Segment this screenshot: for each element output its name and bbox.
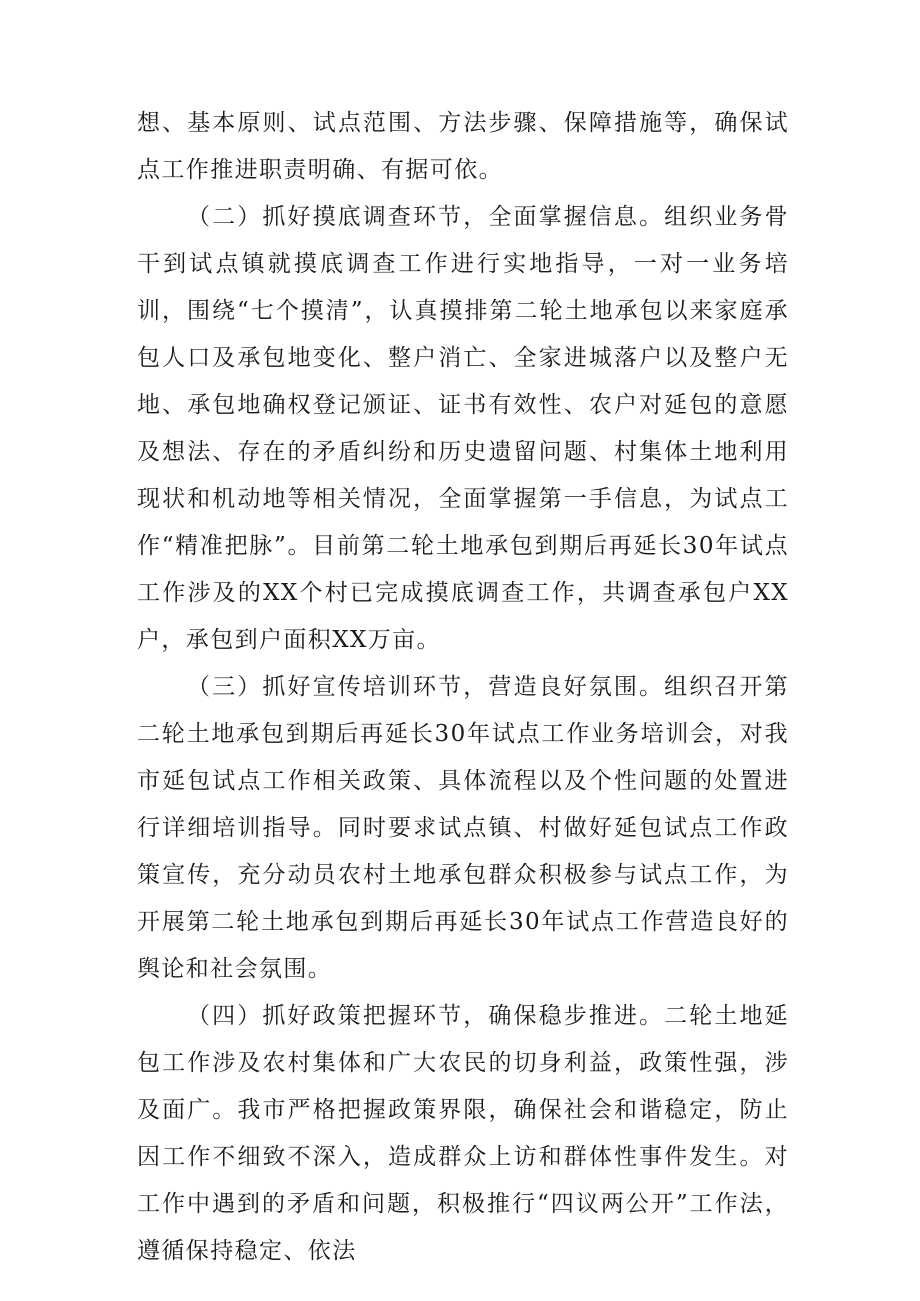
document-body	[137, 100, 789, 1275]
paragraph-survey: （二）抓好摸底调查环节，全面掌握信息。组织业务骨干到试点镇就摸底调查工作进行实地指导，一对一业务培训，围绕“七个摸清”，认真摸排第二轮土地承包以来家庭承包人口及承包地变化、整户消亡、全家进城落户以及整户无地、承包地确权登记颁证、证书有效性、农户对延包的意愿及想法、存在的矛盾纠纷和历史遗留问题、村集体土地利用现状和机动地等相关情况，全面掌握第一手信息，为试点工作“精准把脉”。目前第二轮土地承包到期后再延长30年试点工作涉及的XX个村已完成摸底调查工作，共调查承包户XX户，承包到户面积XX万亩。	[137, 204, 789, 653]
paragraph-policy: （四）抓好政策把握环节，确保稳步推进。二轮土地延包工作涉及农村集体和广大农民的切身利益，政策性强，涉及面广。我市严格把握政策界限，确保社会和谐稳定，防止因工作不细致不深入，造成群众上访和群体性事件发生。对工作中遇到的矛盾和问题，积极推行“四议两公开”工作法，遵循保持稳定、依法	[137, 1003, 789, 1264]
paragraph-continuation: 想、基本原则、试点范围、方法步骤、保障措施等，确保试点工作推进职责明确、有据可依。	[137, 110, 789, 183]
paragraph-training: （三）抓好宣传培训环节，营造良好氛围。组织召开第二轮土地承包到期后再延长30年试点工作业务培训会，对我市延包试点工作相关政策、具体流程以及个性问题的处置进行详细培训指导。同时要求试点镇、村做好延包试点工作政策宣传，充分动员农村土地承包群众积极参与试点工作，为开展第二轮土地承包到期后再延长30年试点工作营造良好的舆论和社会氛围。	[137, 674, 789, 982]
